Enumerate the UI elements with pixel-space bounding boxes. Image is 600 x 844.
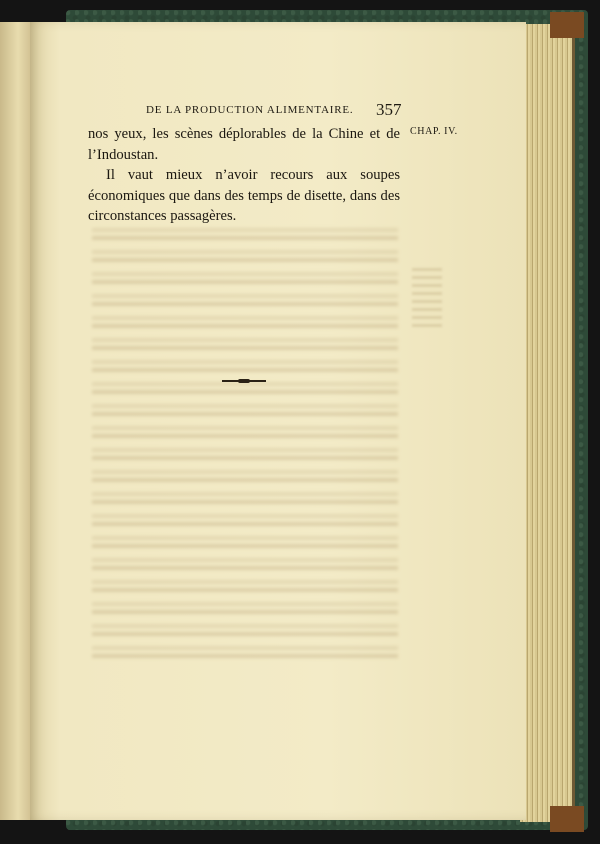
chapter-margin-note: CHAP. IV.: [410, 126, 458, 137]
show-through-margin-note: [412, 268, 442, 328]
paragraph: Il vaut mieux n’avoir recours aux soupes économiques que dans des temps de disette, dans des circonstances passagères.: [88, 167, 400, 224]
show-through-text: [92, 228, 398, 658]
cover-corner-bottom: [550, 806, 584, 832]
cover-corner-top: [550, 12, 584, 38]
facing-page-edge: [0, 22, 30, 820]
page-number: 357: [376, 100, 402, 119]
running-head: DE LA PRODUCTION ALIMENTAIRE.: [146, 104, 354, 116]
body-text: [88, 124, 400, 227]
paragraph: nos yeux, les scènes déplorables de la Chine et de l’Indoustan.: [88, 126, 400, 163]
page-edges: [520, 24, 575, 822]
section-divider-ornament: [222, 380, 266, 382]
